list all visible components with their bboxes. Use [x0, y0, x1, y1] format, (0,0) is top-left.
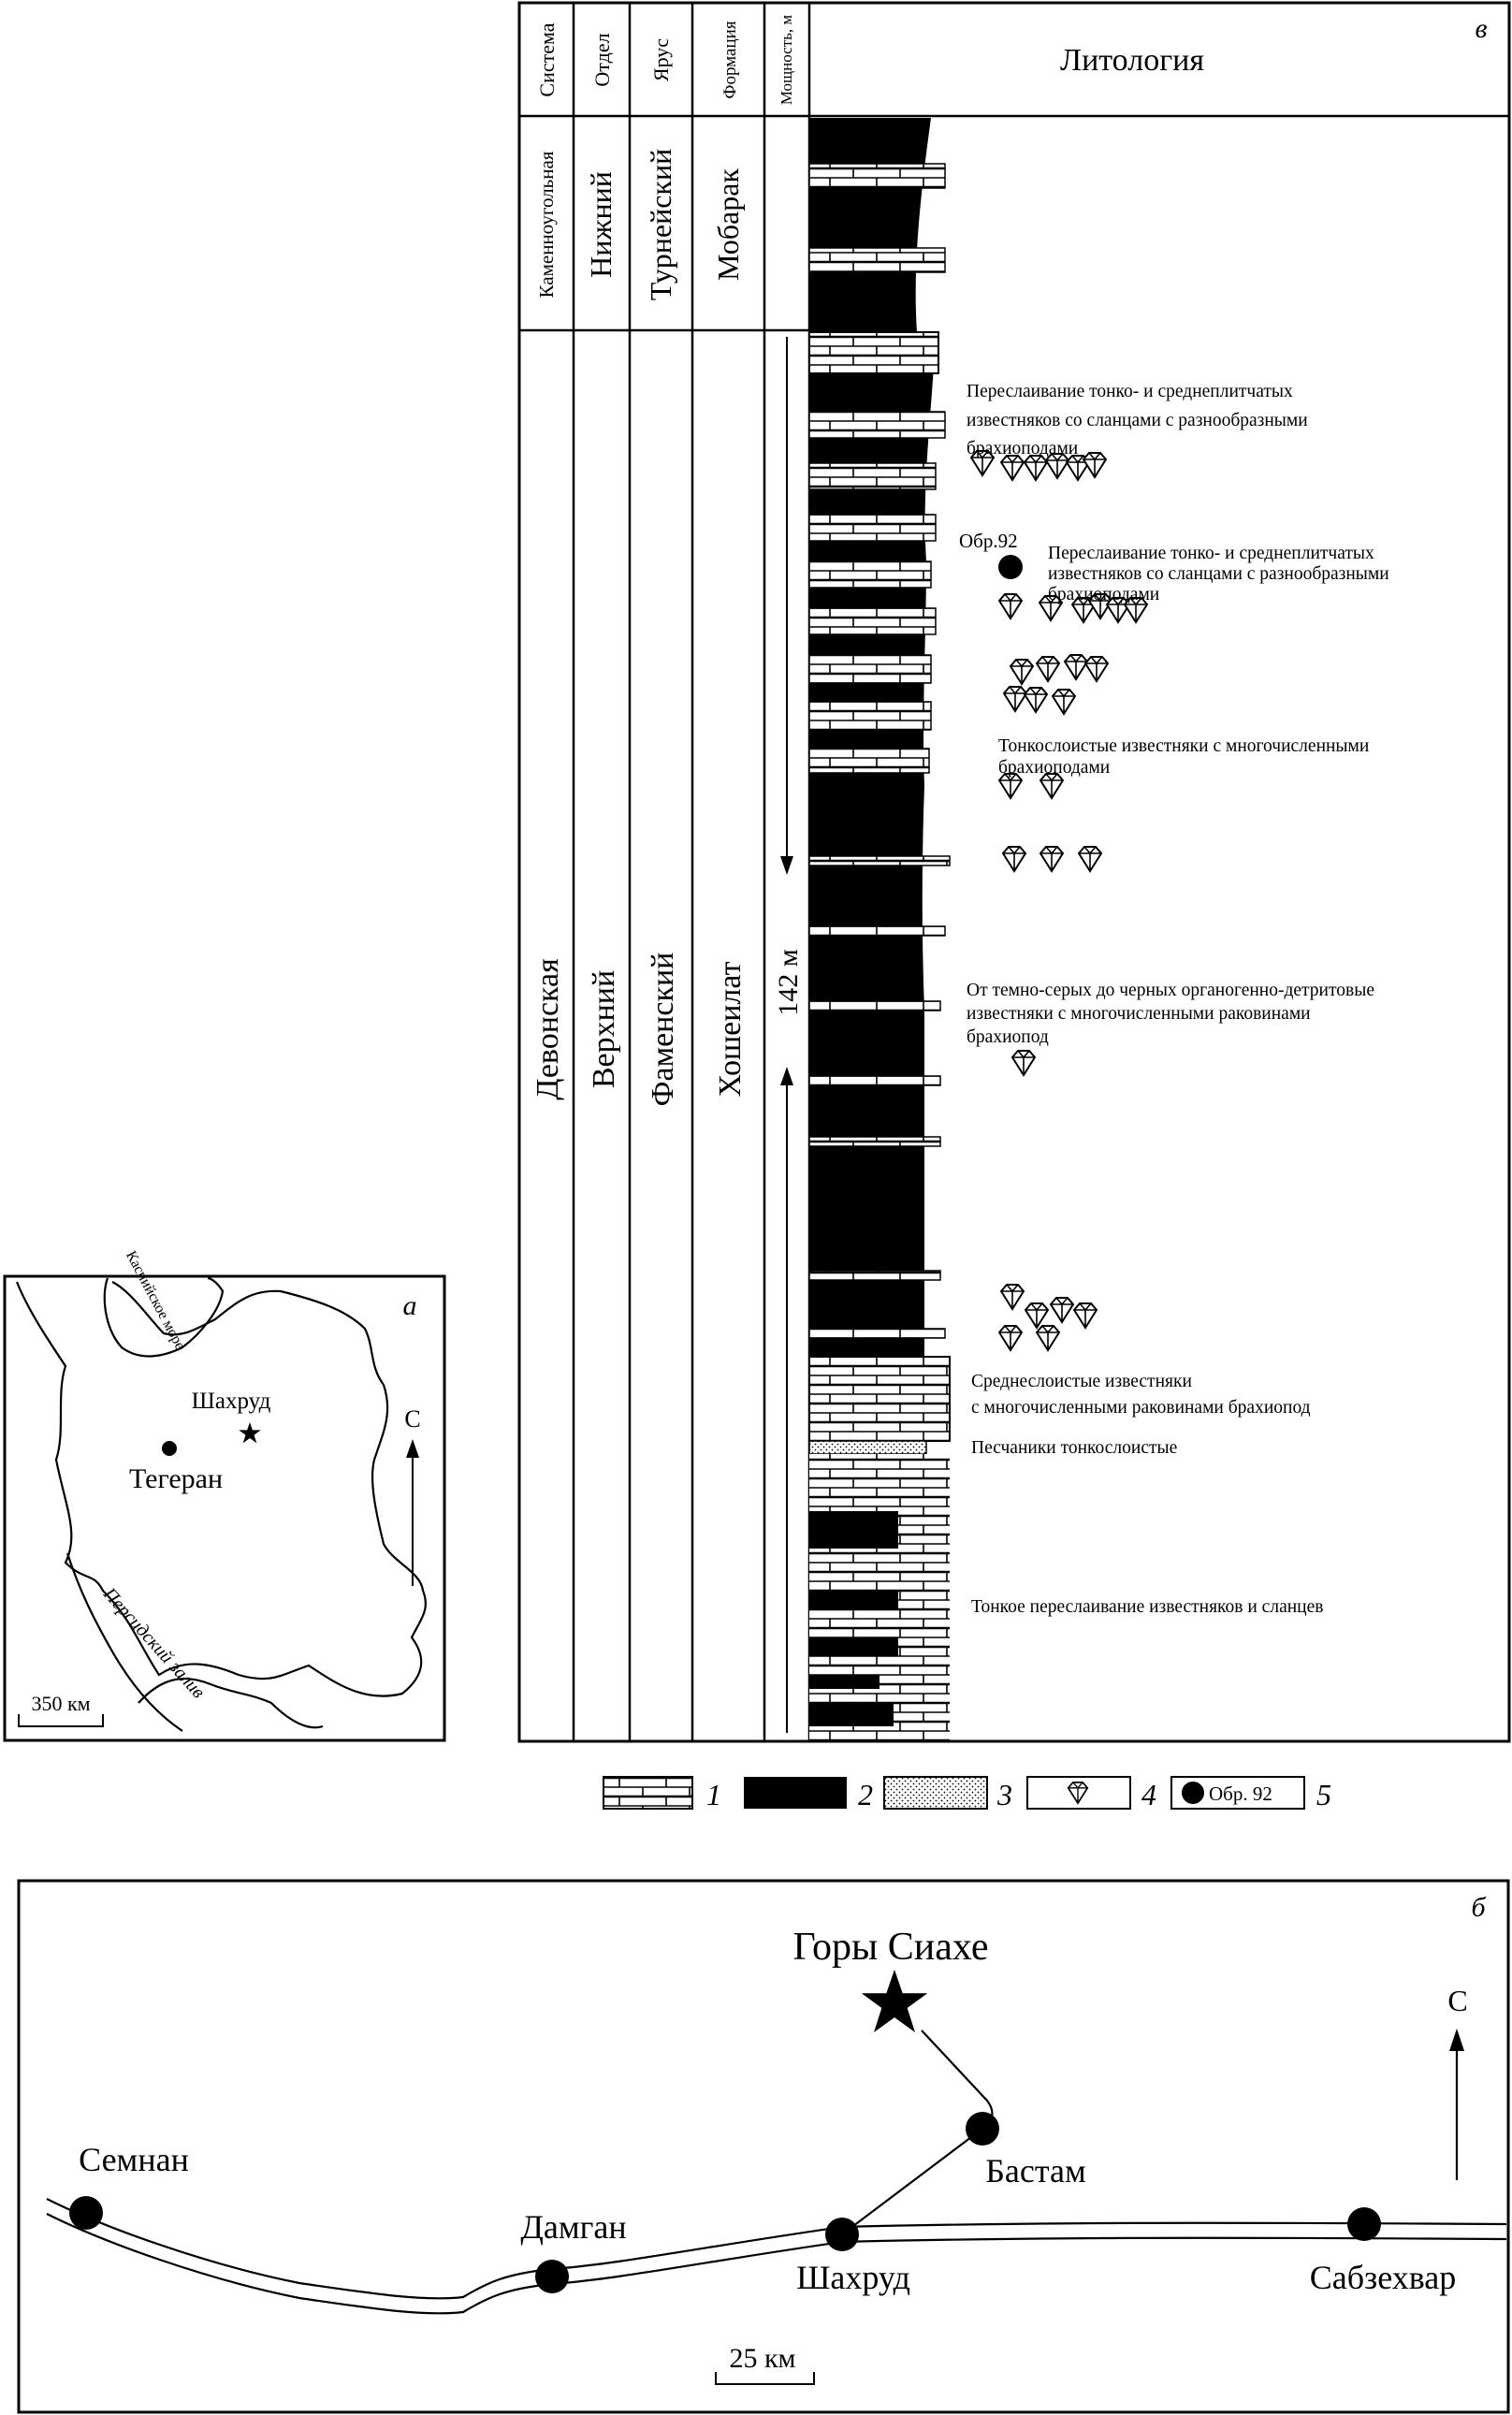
city-semnan-label: Семнан	[79, 2141, 189, 2178]
upper-series: Нижний	[584, 171, 618, 278]
desc-line: брахиопод	[967, 1027, 1049, 1047]
city-dot-sabzevar	[1347, 2207, 1381, 2241]
limestone-bed	[809, 608, 936, 634]
brachiopod-icon	[1037, 1326, 1059, 1350]
mountains-star-icon	[862, 1970, 928, 2032]
shale-mass	[809, 118, 936, 1464]
city-sabzevar-label: Сабзехвар	[1309, 2259, 1457, 2296]
desc-line: брахиоподами	[998, 758, 1111, 778]
city-damghan-label: Дамган	[520, 2208, 627, 2246]
legend-num-1: 1	[706, 1778, 721, 1811]
brachiopod-icon	[1051, 1298, 1073, 1322]
city-tehran-label: Тегеран	[128, 1463, 224, 1494]
limestone-bed	[809, 515, 936, 541]
shale-interbed	[809, 1675, 880, 1689]
shale-interbed	[809, 1637, 898, 1656]
persian-gulf-label: Персидский залив	[98, 1583, 210, 1703]
limestone-bed	[809, 655, 931, 683]
city-dot-shahrud	[825, 2218, 859, 2251]
city-dot-bastam	[966, 2112, 999, 2146]
header-thickness: Мощность, м	[778, 14, 795, 106]
header-stage: Ярус	[649, 37, 673, 82]
thickness-arrow	[780, 337, 793, 1733]
upper-system: Каменноугольная	[535, 151, 558, 298]
desc-line: Песчаники тонкослоистые	[971, 1438, 1178, 1458]
city-dot-semnan	[69, 2196, 103, 2230]
lower-series: Верхний	[587, 969, 621, 1089]
sample-dot-icon	[1182, 1782, 1204, 1804]
brachiopod-icon	[1083, 453, 1106, 477]
legend-sample-label: Обр. 92	[1209, 1782, 1272, 1805]
limestone-bed	[809, 702, 931, 730]
brachiopod-icon	[1003, 847, 1025, 871]
brachiopod-icon	[999, 1326, 1022, 1350]
brachiopod-icon	[1010, 660, 1033, 684]
limestone-medium-bed	[809, 1357, 950, 1441]
sandstone-bed	[809, 1441, 926, 1454]
limestone-bed	[809, 1137, 940, 1146]
north-arrow-b-head	[1449, 2029, 1464, 2051]
city-bastam-label: Бастам	[985, 2152, 1086, 2190]
panel-letter-c: в	[1475, 13, 1488, 44]
header-system: Система	[535, 22, 559, 97]
desc-line: Тонкослоистые известняки с многочисленными	[998, 736, 1370, 756]
brachiopod-icon	[1037, 657, 1059, 681]
legend-num-3: 3	[997, 1778, 1012, 1811]
brachiopod-icon	[1079, 847, 1101, 871]
upper-formation: Мобарак	[711, 168, 745, 281]
limestone-bed	[809, 463, 936, 489]
panel-letter-b: б	[1471, 1892, 1486, 1923]
brachiopod-icon	[1004, 687, 1026, 711]
limestone-bed	[809, 1001, 940, 1011]
limestone-bed	[809, 926, 945, 936]
desc-line: Переслаивание тонко- и среднеплитчатых	[967, 382, 1293, 401]
lower-system: Девонская	[531, 958, 565, 1100]
scale-label: 350 км	[31, 1692, 91, 1715]
sample-92-dot	[998, 555, 1023, 579]
desc-line: брахиоподами	[967, 439, 1079, 458]
caspian-sea-label: Каспийское море	[123, 1248, 188, 1353]
lithology-descriptions	[959, 382, 1389, 1617]
shale-interbed	[809, 1591, 898, 1609]
limestone-bed	[809, 856, 950, 866]
city-shahrud-label: Шахруд	[191, 1389, 271, 1414]
desc-line: с многочисленными раковинами брахиопод	[971, 1398, 1311, 1418]
legend-shale-swatch	[744, 1777, 847, 1809]
header-series: Отдел	[590, 33, 614, 87]
north-label: С	[404, 1405, 421, 1433]
desc-line: Переслаивание тонко- и среднеплитчатых	[1048, 544, 1374, 563]
map-b-frame	[19, 1881, 1508, 2412]
city-dot-damghan	[535, 2260, 569, 2293]
scale-bar	[19, 1714, 103, 1726]
legend-num-5: 5	[1316, 1778, 1331, 1811]
desc-line: известняки с многочисленными раковинами	[967, 1004, 1311, 1024]
desc-line: брахиоподами	[1048, 585, 1160, 604]
limestone-bed	[809, 248, 945, 272]
brachiopod-icon	[1053, 690, 1075, 714]
desc-line: Тонкое переслаивание известняков и сланцев	[971, 1597, 1324, 1617]
north-label-b: С	[1447, 1984, 1468, 2017]
limestone-bed	[809, 164, 945, 188]
road-line-bottom	[47, 2214, 1506, 2313]
legend-limestone-swatch	[603, 1777, 692, 1809]
desc-line: известняков со сланцами с разнообразными	[967, 411, 1308, 430]
lithology-log	[809, 118, 950, 1741]
brachiopod-icon	[1012, 1051, 1035, 1075]
city-shahrud-b-label: Шахруд	[796, 2259, 910, 2296]
tehran-dot	[162, 1441, 177, 1456]
desc-line: От темно-серых до черных органогенно-детритовые	[967, 981, 1374, 1000]
brachiopod-icon	[1001, 1285, 1024, 1309]
brachiopod-icon	[1001, 456, 1024, 480]
limestone-bed	[809, 1271, 940, 1280]
header-formation: Формация	[720, 21, 740, 99]
legend	[603, 1777, 1331, 1811]
brachiopod-icon	[1025, 688, 1047, 712]
upper-stage: Турнейский	[644, 148, 677, 301]
lower-formation: Хошеилат	[713, 961, 748, 1098]
legend-num-2: 2	[858, 1778, 873, 1811]
shale-interbed	[809, 1703, 894, 1726]
shale-interbed	[809, 1511, 898, 1549]
legend-num-4: 4	[1141, 1778, 1156, 1811]
limestone-bed	[809, 749, 929, 773]
desc-line: Среднеслоистые известняки	[971, 1372, 1192, 1391]
road-line-top	[47, 2199, 1506, 2298]
route-map	[19, 1881, 1508, 2412]
sample-label: Обр.92	[959, 530, 1018, 552]
shahrud-star-icon	[239, 1422, 261, 1443]
limestone-bed	[809, 561, 931, 588]
panel-letter-a: а	[402, 1290, 417, 1321]
limestone-bed	[809, 1329, 945, 1338]
stratigraphic-column	[519, 3, 1509, 1741]
brachiopod-icon	[1025, 456, 1047, 480]
header-lithology: Литология	[1060, 43, 1204, 78]
limestone-bed	[809, 412, 945, 438]
limestone-top-bed	[809, 332, 938, 373]
brachiopod-icon	[1040, 847, 1063, 871]
scale-label-b: 25 км	[729, 2343, 796, 2374]
legend-sandstone-swatch	[884, 1777, 987, 1809]
brachiopod-icon	[1065, 655, 1087, 679]
brachiopod-icon	[1025, 1303, 1048, 1328]
desc-line: известняков со сланцами с разнообразными	[1048, 564, 1389, 584]
brachiopod-icon	[1074, 1303, 1097, 1328]
brachiopod-icon	[999, 594, 1022, 618]
iran-map	[5, 1248, 444, 1740]
brachiopod-icon	[1085, 657, 1108, 681]
thickness-value: 142 м	[773, 949, 804, 1016]
north-arrow-head	[406, 1439, 419, 1458]
gulf-coast	[67, 1553, 323, 1731]
mountains-label: Горы Сиахе	[792, 1926, 989, 1969]
lower-stage: Фаменский	[646, 952, 680, 1107]
limestone-bed	[809, 1076, 940, 1085]
